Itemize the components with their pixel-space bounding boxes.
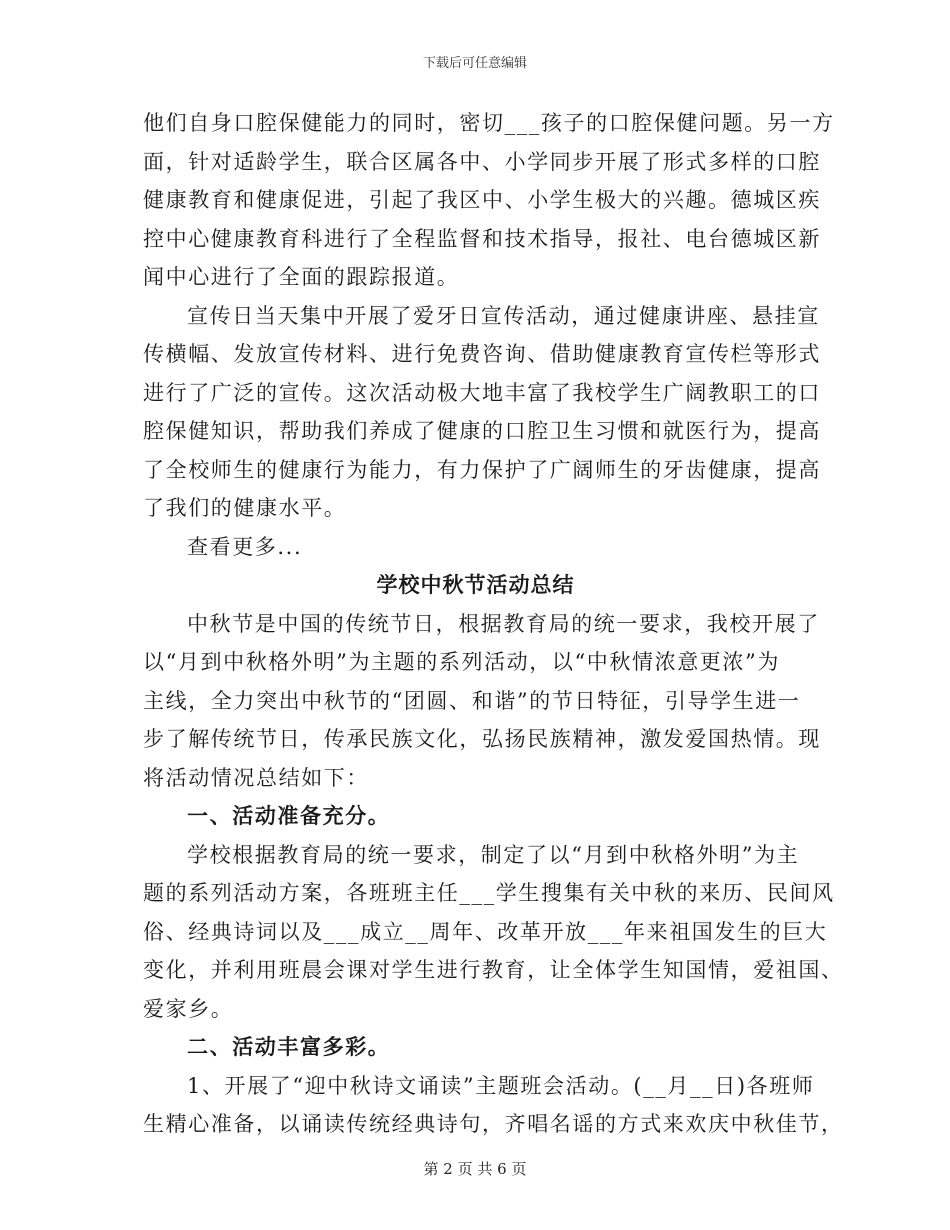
body-line: 主线，全力突出中秋节的“团圆、和谐”的节日特征，引导学生进一 xyxy=(143,688,801,713)
body-line: 爱家乡。 xyxy=(143,996,234,1021)
body-line: 将活动情况总结如下： xyxy=(143,765,369,790)
body-line: 步了解传统节日，传承民族文化，弘扬民族精神，激发爱国热情。现 xyxy=(143,727,821,751)
body-line: 面，针对适龄学生，联合区属各中、小学同步开展了形式多样的口腔 xyxy=(143,149,821,174)
body-line: 生精心准备，以诵读传统经典诗句，齐唱名谣的方式来欢庆中秋佳节， xyxy=(143,1112,844,1136)
body-line: 变化，并利用班晨会课对学生进行教育，让全体学生知国情，爱祖国、 xyxy=(143,958,844,982)
section-heading: 一、活动准备充分。 xyxy=(187,803,391,828)
body-line: 健康教育和健康促进，引起了我区中、小学生极大的兴趣。德城区疾 xyxy=(143,188,821,212)
body-line: 进行了广泛的宣传。这次活动极大地丰富了我校学生广阔教职工的口 xyxy=(143,380,821,405)
section-title: 学校中秋节活动总结 xyxy=(376,572,575,597)
section-heading: 二、活动丰富多彩。 xyxy=(187,1034,391,1059)
body-line: 了全校师生的健康行为能力，有力保护了广阔师生的牙齿健康，提高 xyxy=(143,457,821,482)
body-line: 他们自身口腔保健能力的同时，密切___孩子的口腔保健问题。另一方 xyxy=(143,111,835,135)
page-footer: 第 2 页 共 6 页 xyxy=(423,1160,527,1178)
body-line: 题的系列活动方案，各班班主任___学生搜集有关中秋的来历、民间风 xyxy=(143,881,835,905)
body-line: 以“月到中秋格外明”为主题的系列活动，以“中秋情浓意更浓”为 xyxy=(143,650,780,674)
body-line: 传横幅、发放宣传材料、进行免费咨询、借助健康教育宣传栏等形式 xyxy=(143,342,821,366)
document-body xyxy=(143,104,844,1144)
paragraph-start-line: 中秋节是中国的传统节日，根据教育局的统一要求，我校开展了 xyxy=(187,611,820,636)
page-header: 下载后可任意编辑 xyxy=(422,56,527,71)
paragraph-start-line: 学校根据教育局的统一要求，制定了以“月到中秋格外明”为主 xyxy=(187,842,800,867)
body-line: 腔保健知识，帮助我们养成了健康的口腔卫生习惯和就医行为，提高 xyxy=(143,419,821,443)
paragraph-start-line: 宣传日当天集中开展了爱牙日宣传活动，通过健康讲座、悬挂宣 xyxy=(187,303,820,328)
body-line: 闻中心进行了全面的跟踪报道。 xyxy=(143,265,460,289)
paragraph-start-line: 1、开展了“迎中秋诗文诵读”主题班会活动。(__月__日)各班师 xyxy=(187,1073,815,1098)
body-line: 俗、经典诗词以及___成立__周年、改革开放___年来祖国发生的巨大 xyxy=(143,919,828,944)
body-line: 了我们的健康水平。 xyxy=(143,496,347,520)
paragraph-start-line: 查看更多... xyxy=(187,534,303,559)
body-line: 控中心健康教育科进行了全程监督和技术指导，报社、电台德城区新 xyxy=(143,226,821,251)
